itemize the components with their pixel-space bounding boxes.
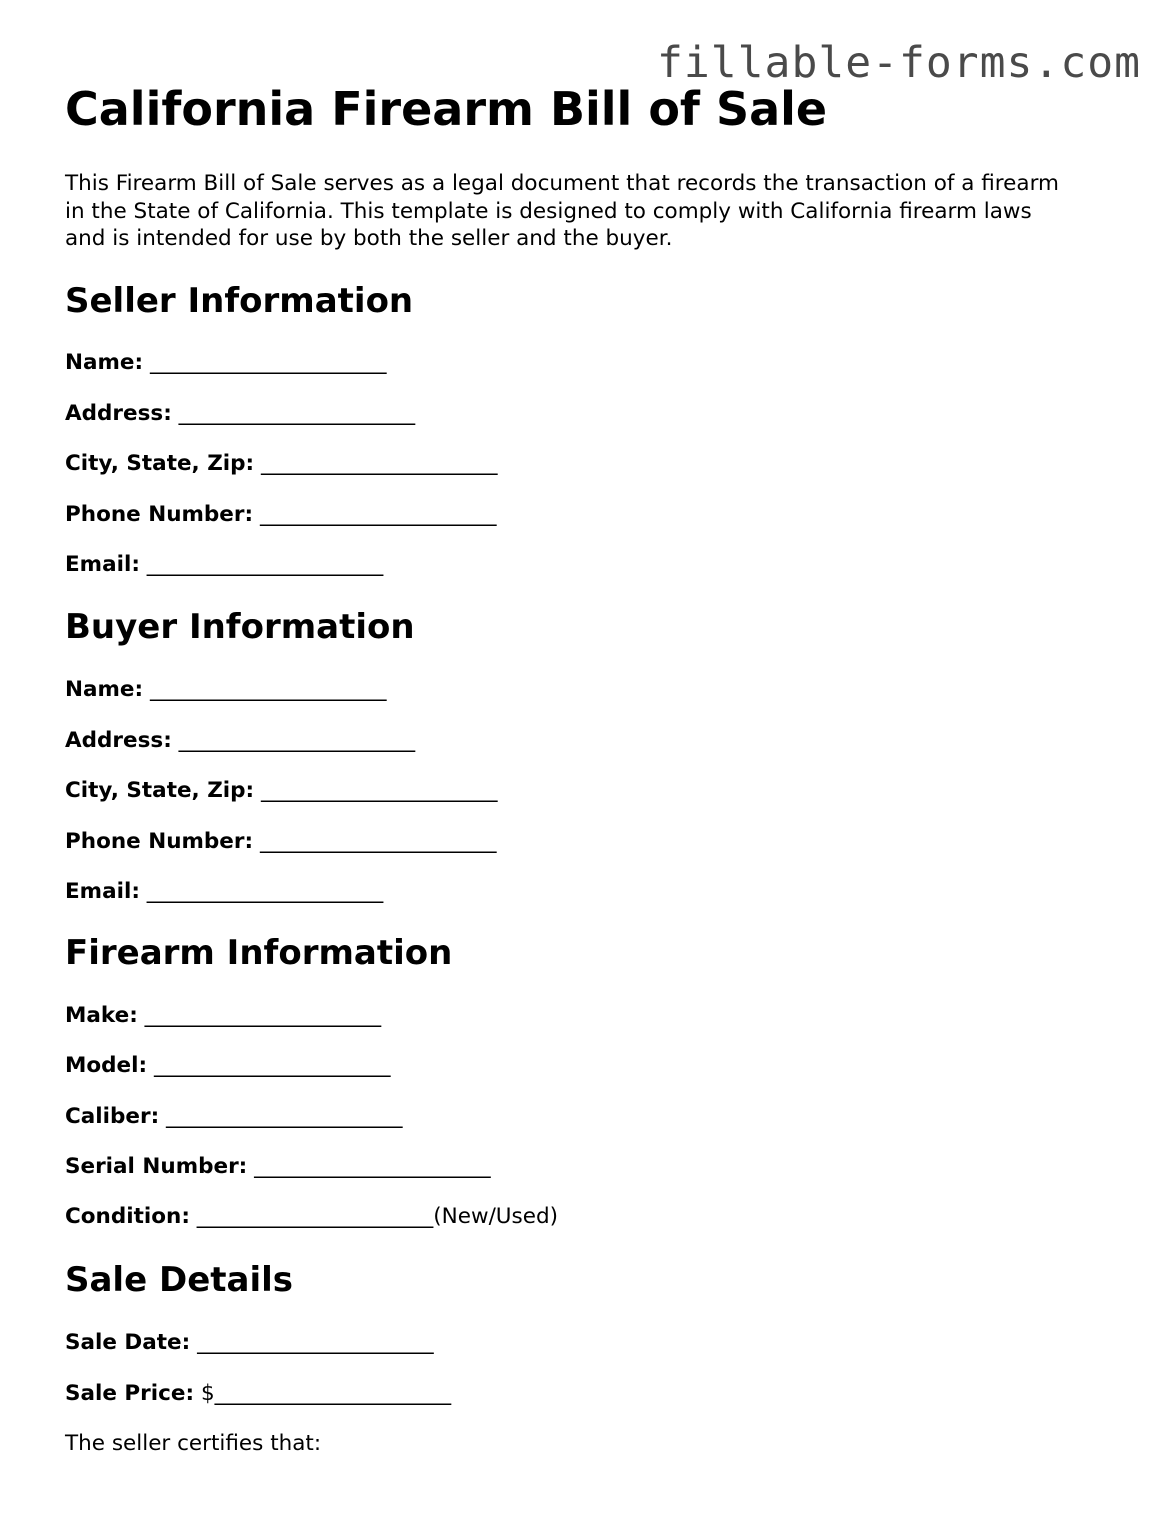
firearm-model-label: Model: (65, 1053, 148, 1078)
firearm-condition-label: Condition: (65, 1204, 190, 1229)
sale-section-heading: Sale Details (65, 1260, 294, 1300)
document-title: California Firearm Bill of Sale (65, 82, 828, 136)
watermark: fillable-forms.com (657, 38, 1141, 88)
firearm-serial-field[interactable] (65, 1154, 491, 1180)
buyer-city-blank[interactable]: ______________________ (261, 778, 498, 803)
buyer-phone-label: Phone Number: (65, 829, 254, 854)
buyer-name-field[interactable] (65, 677, 386, 703)
buyer-section-heading: Buyer Information (65, 607, 415, 647)
buyer-name-blank[interactable]: ______________________ (149, 677, 387, 702)
firearm-condition-field[interactable] (65, 1204, 558, 1230)
seller-section-heading: Seller Information (65, 281, 414, 321)
firearm-serial-blank[interactable]: ______________________ (254, 1154, 491, 1179)
firearm-serial-label: Serial Number: (65, 1154, 248, 1179)
sale-price-prefix: $ (200, 1381, 215, 1406)
seller-phone-field[interactable] (65, 502, 496, 528)
seller-email-label: Email: (65, 552, 140, 577)
seller-email-blank[interactable]: ______________________ (146, 552, 384, 577)
intro-paragraph: This Firearm Bill of Sale serves as a legal document that records the transaction of a firearm in the State of California. This template is designed to comply with California firearm laws and is intended for use by both the seller and the buyer. (65, 171, 1059, 251)
seller-name-field[interactable] (65, 350, 386, 376)
sale-date-label: Sale Date: (65, 1330, 191, 1355)
buyer-phone-field[interactable] (65, 829, 496, 855)
buyer-city-label: City, State, Zip: (65, 778, 255, 803)
firearm-condition-suffix: (New/Used) (433, 1204, 559, 1229)
seller-phone-label: Phone Number: (65, 502, 254, 527)
buyer-address-field[interactable] (65, 728, 415, 754)
firearm-section-heading: Firearm Information (65, 933, 453, 973)
seller-address-blank[interactable]: ______________________ (178, 401, 416, 426)
sale-date-blank[interactable]: ______________________ (197, 1330, 434, 1355)
firearm-model-blank[interactable]: ______________________ (153, 1053, 391, 1078)
firearm-model-field[interactable] (65, 1053, 390, 1079)
buyer-city-field[interactable] (65, 778, 498, 804)
buyer-address-blank[interactable]: ______________________ (178, 728, 416, 753)
seller-city-blank[interactable]: ______________________ (261, 451, 498, 476)
seller-city-label: City, State, Zip: (65, 451, 255, 476)
sale-price-blank[interactable]: ______________________ (214, 1381, 452, 1406)
seller-address-label: Address: (65, 401, 172, 426)
seller-address-field[interactable] (65, 401, 415, 427)
seller-name-label: Name: (65, 350, 144, 375)
firearm-condition-blank[interactable]: ______________________ (196, 1204, 434, 1229)
firearm-make-label: Make: (65, 1003, 138, 1028)
firearm-make-field[interactable] (65, 1003, 381, 1029)
firearm-caliber-field[interactable] (65, 1104, 403, 1130)
buyer-email-field[interactable] (65, 879, 383, 905)
sale-price-label: Sale Price: (65, 1381, 195, 1406)
firearm-caliber-label: Caliber: (65, 1104, 160, 1129)
seller-certifies-text: The seller certifies that: (65, 1431, 322, 1456)
buyer-email-label: Email: (65, 879, 140, 904)
buyer-phone-blank[interactable]: ______________________ (259, 829, 497, 854)
seller-name-blank[interactable]: ______________________ (149, 350, 387, 375)
firearm-make-blank[interactable]: ______________________ (144, 1003, 382, 1028)
sale-date-field[interactable] (65, 1330, 434, 1356)
buyer-name-label: Name: (65, 677, 144, 702)
buyer-email-blank[interactable]: ______________________ (146, 879, 384, 904)
seller-city-field[interactable] (65, 451, 498, 477)
buyer-address-label: Address: (65, 728, 172, 753)
firearm-caliber-blank[interactable]: ______________________ (166, 1104, 403, 1129)
seller-email-field[interactable] (65, 552, 383, 578)
sale-price-field[interactable] (65, 1381, 451, 1407)
seller-phone-blank[interactable]: ______________________ (259, 502, 497, 527)
